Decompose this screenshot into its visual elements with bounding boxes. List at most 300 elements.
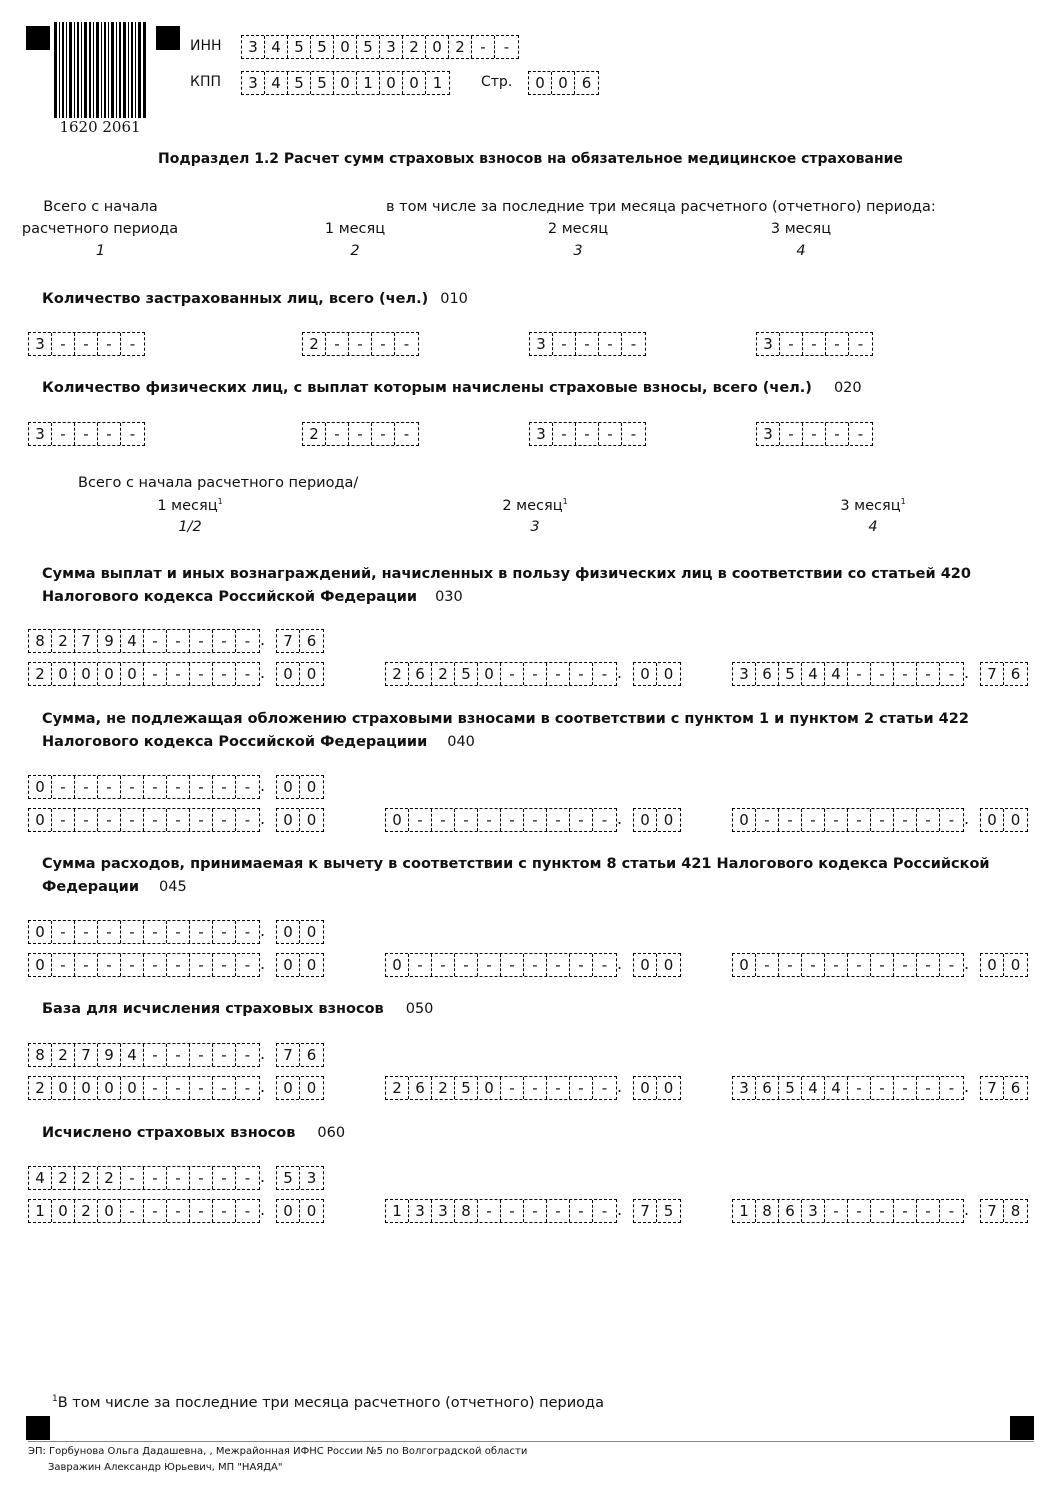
char-cell: 0 bbox=[277, 776, 300, 798]
footnote bbox=[52, 1394, 604, 1411]
char-cell: 0 bbox=[306, 665, 317, 683]
char-cell: 7 bbox=[981, 1200, 1004, 1222]
char-cell: - bbox=[144, 663, 167, 685]
char-cell: 3 bbox=[757, 333, 780, 355]
char-cell: - bbox=[244, 1079, 251, 1097]
char-cell: - bbox=[503, 38, 510, 56]
mid-header-m1-text: 1 месяц bbox=[157, 497, 218, 514]
row-045-title-line2: Федерации bbox=[42, 879, 139, 895]
char-cell: - bbox=[917, 954, 940, 976]
char-cell: 0 bbox=[277, 809, 300, 831]
char-cell: - bbox=[501, 1077, 524, 1099]
char-cell: 0 bbox=[52, 1077, 75, 1099]
char-cell: 7 bbox=[277, 630, 300, 652]
char-cell: 0 bbox=[277, 663, 300, 685]
row-040-total-integer-part bbox=[28, 775, 260, 799]
row-060-total-fraction-part bbox=[276, 1166, 324, 1190]
char-cell: 0 bbox=[478, 663, 501, 685]
char-cell: - bbox=[894, 1077, 917, 1099]
char-cell: - bbox=[372, 423, 395, 445]
char-cell: - bbox=[576, 333, 599, 355]
char-cell: - bbox=[167, 954, 190, 976]
char-cell: 0 bbox=[529, 72, 552, 94]
char-cell: 2 bbox=[386, 1077, 409, 1099]
char-cell: - bbox=[213, 954, 236, 976]
row-010-col4 bbox=[756, 332, 873, 356]
char-cell: - bbox=[144, 776, 167, 798]
row-020-col1 bbox=[28, 422, 145, 446]
row-030-m1-integer-part bbox=[28, 662, 260, 686]
mid-header-m1 bbox=[135, 497, 245, 514]
char-cell: - bbox=[478, 1200, 501, 1222]
row-040-m3-integer-part bbox=[732, 808, 964, 832]
char-cell: - bbox=[403, 425, 410, 443]
char-cell: - bbox=[948, 956, 955, 974]
char-cell: - bbox=[213, 1167, 236, 1189]
barcode-number: 1620 2061 bbox=[59, 118, 141, 136]
char-cell: 3 bbox=[757, 423, 780, 445]
char-cell: - bbox=[524, 1077, 547, 1099]
barcode-image bbox=[54, 22, 146, 118]
char-cell: 0 bbox=[663, 1079, 674, 1097]
row-050-m2-decimal-point: . bbox=[617, 1077, 623, 1096]
char-cell: - bbox=[121, 1167, 144, 1189]
char-cell: 2 bbox=[98, 1167, 121, 1189]
char-cell: - bbox=[894, 954, 917, 976]
char-cell: - bbox=[213, 630, 236, 652]
row-030-title-line2: Налогового кодекса Российской Федерации bbox=[42, 589, 418, 605]
mid-header-m1-number: 1/2 bbox=[178, 519, 202, 535]
char-cell: - bbox=[144, 1077, 167, 1099]
char-cell: 0 bbox=[29, 809, 52, 831]
char-cell: 0 bbox=[634, 663, 657, 685]
char-cell: 7 bbox=[277, 1044, 300, 1066]
char-cell: 1 bbox=[733, 1200, 756, 1222]
char-cell: 2 bbox=[403, 36, 426, 58]
row-050-m3-fraction-part bbox=[980, 1076, 1028, 1100]
row-045-m2-integer-part bbox=[385, 953, 617, 977]
char-cell: - bbox=[213, 776, 236, 798]
inn-field bbox=[241, 35, 519, 59]
char-cell: - bbox=[803, 423, 826, 445]
char-cell: - bbox=[98, 776, 121, 798]
char-cell: 7 bbox=[634, 1200, 657, 1222]
char-cell: - bbox=[190, 1200, 213, 1222]
char-cell: 4 bbox=[265, 36, 288, 58]
char-cell: - bbox=[326, 333, 349, 355]
mid-header-m3-text: 3 месяц bbox=[840, 497, 901, 514]
char-cell: - bbox=[779, 809, 802, 831]
row-040-code: 040 bbox=[447, 734, 475, 750]
row-040-total-fraction-part bbox=[276, 775, 324, 799]
col1-header-line1: Всего с начала bbox=[43, 199, 158, 215]
row-030-m1-decimal-point: . bbox=[260, 663, 266, 682]
row-020-title: Количество физических лиц, с выплат которым начислены страховые взносы, всего (чел.) bbox=[42, 380, 812, 396]
char-cell: 4 bbox=[802, 1077, 825, 1099]
row-030-code: 030 bbox=[435, 589, 463, 605]
row-030-m2-integer-part bbox=[385, 662, 617, 686]
char-cell: 0 bbox=[663, 811, 674, 829]
mid-header-m3-number: 4 bbox=[868, 519, 878, 535]
mid-header-line1: Всего с начала расчетного периода/ bbox=[78, 475, 359, 491]
char-cell: 0 bbox=[29, 954, 52, 976]
char-cell: 0 bbox=[121, 663, 144, 685]
row-030-m3-integer-part bbox=[732, 662, 964, 686]
kpp-label: КПП bbox=[190, 74, 221, 90]
row-060-m2-fraction-part bbox=[633, 1199, 681, 1223]
char-cell: 2 bbox=[303, 423, 326, 445]
char-cell: - bbox=[52, 423, 75, 445]
char-cell: - bbox=[524, 954, 547, 976]
char-cell: - bbox=[326, 423, 349, 445]
corner-marker-top-left bbox=[26, 26, 50, 50]
char-cell: 6 bbox=[581, 74, 592, 92]
row-060-title: Исчислено страховых взносов bbox=[42, 1125, 296, 1141]
char-cell: 3 bbox=[733, 1077, 756, 1099]
char-cell: - bbox=[455, 809, 478, 831]
char-cell: - bbox=[167, 1200, 190, 1222]
char-cell: - bbox=[756, 809, 779, 831]
corner-marker-bottom-left bbox=[26, 1416, 50, 1440]
row-060-m2-decimal-point: . bbox=[617, 1200, 623, 1219]
char-cell: - bbox=[857, 425, 864, 443]
char-cell: - bbox=[871, 1200, 894, 1222]
char-cell: 2 bbox=[432, 663, 455, 685]
char-cell: 0 bbox=[306, 923, 317, 941]
char-cell: - bbox=[432, 809, 455, 831]
row-050-m3-decimal-point: . bbox=[964, 1077, 970, 1096]
char-cell: - bbox=[213, 1077, 236, 1099]
row-045-m3-decimal-point: . bbox=[964, 954, 970, 973]
signature-divider bbox=[28, 1441, 1034, 1442]
char-cell: - bbox=[524, 1200, 547, 1222]
mid-header-m3-sup: 1 bbox=[900, 497, 906, 506]
char-cell: 0 bbox=[52, 663, 75, 685]
row-045-m2-fraction-part bbox=[633, 953, 681, 977]
char-cell: 5 bbox=[779, 1077, 802, 1099]
char-cell: 0 bbox=[277, 921, 300, 943]
char-cell: - bbox=[547, 809, 570, 831]
row-045-total-decimal-point: . bbox=[260, 921, 266, 940]
char-cell: 2 bbox=[303, 333, 326, 355]
row-040-label bbox=[42, 708, 969, 754]
char-cell: - bbox=[570, 809, 593, 831]
char-cell: 4 bbox=[29, 1167, 52, 1189]
char-cell: - bbox=[167, 1167, 190, 1189]
char-cell: 8 bbox=[756, 1200, 779, 1222]
char-cell: 0 bbox=[663, 665, 674, 683]
char-cell: 1 bbox=[357, 72, 380, 94]
row-040-title-line2: Налогового кодекса Российской Федерациии bbox=[42, 734, 428, 750]
row-030-label bbox=[42, 563, 971, 609]
char-cell: - bbox=[948, 1079, 955, 1097]
char-cell: - bbox=[599, 423, 622, 445]
char-cell: 7 bbox=[75, 1044, 98, 1066]
char-cell: 0 bbox=[98, 1200, 121, 1222]
char-cell: - bbox=[190, 1077, 213, 1099]
char-cell: 0 bbox=[634, 809, 657, 831]
char-cell: 0 bbox=[380, 72, 403, 94]
row-010-label bbox=[42, 288, 468, 311]
char-cell: - bbox=[190, 921, 213, 943]
char-cell: - bbox=[167, 921, 190, 943]
char-cell: - bbox=[780, 423, 803, 445]
char-cell: - bbox=[144, 809, 167, 831]
char-cell: 0 bbox=[277, 1200, 300, 1222]
char-cell: - bbox=[871, 954, 894, 976]
char-cell: 2 bbox=[52, 1167, 75, 1189]
row-050-total-integer-part bbox=[28, 1043, 260, 1067]
char-cell: 5 bbox=[311, 72, 334, 94]
char-cell: - bbox=[630, 335, 637, 353]
char-cell: - bbox=[190, 954, 213, 976]
kpp-field bbox=[241, 71, 450, 95]
char-cell: - bbox=[825, 1200, 848, 1222]
char-cell: - bbox=[409, 954, 432, 976]
char-cell: 2 bbox=[432, 1077, 455, 1099]
row-060-m1-fraction-part bbox=[276, 1199, 324, 1223]
char-cell: - bbox=[547, 663, 570, 685]
char-cell: - bbox=[52, 333, 75, 355]
char-cell: 8 bbox=[29, 630, 52, 652]
char-cell: 3 bbox=[29, 333, 52, 355]
row-045-m1-integer-part bbox=[28, 953, 260, 977]
row-030-total-integer-part bbox=[28, 629, 260, 653]
char-cell: - bbox=[455, 954, 478, 976]
char-cell: - bbox=[780, 333, 803, 355]
char-cell: 3 bbox=[242, 72, 265, 94]
char-cell: - bbox=[948, 1202, 955, 1220]
char-cell: - bbox=[144, 954, 167, 976]
row-010-code: 010 bbox=[440, 291, 468, 307]
char-cell: 0 bbox=[403, 72, 426, 94]
char-cell: 0 bbox=[981, 954, 1004, 976]
char-cell: 4 bbox=[121, 630, 144, 652]
row-020-code: 020 bbox=[833, 380, 862, 396]
col1-header-line2: расчетного периода bbox=[21, 221, 179, 237]
char-cell: 2 bbox=[29, 1077, 52, 1099]
char-cell: - bbox=[52, 954, 75, 976]
char-cell: - bbox=[52, 776, 75, 798]
row-045-total-fraction-part bbox=[276, 920, 324, 944]
char-cell: 0 bbox=[1010, 811, 1021, 829]
row-060-code: 060 bbox=[317, 1125, 346, 1141]
char-cell: - bbox=[167, 1077, 190, 1099]
char-cell: - bbox=[547, 1077, 570, 1099]
char-cell: - bbox=[244, 1046, 251, 1064]
char-cell: - bbox=[848, 809, 871, 831]
row-045-m3-integer-part bbox=[732, 953, 964, 977]
char-cell: 0 bbox=[277, 1077, 300, 1099]
char-cell: 0 bbox=[634, 1077, 657, 1099]
char-cell: 5 bbox=[663, 1202, 674, 1220]
char-cell: - bbox=[190, 1044, 213, 1066]
col4-header-number: 4 bbox=[796, 243, 806, 259]
row-060-m3-fraction-part bbox=[980, 1199, 1028, 1223]
row-045-m1-decimal-point: . bbox=[260, 954, 266, 973]
row-040-m1-integer-part bbox=[28, 808, 260, 832]
page-label: Стр. bbox=[481, 74, 513, 90]
char-cell: - bbox=[547, 1200, 570, 1222]
char-cell: - bbox=[244, 1169, 251, 1187]
row-050-title: База для исчисления страховых взносов bbox=[42, 1001, 384, 1017]
char-cell: - bbox=[167, 1044, 190, 1066]
char-cell: - bbox=[501, 954, 524, 976]
char-cell: - bbox=[570, 954, 593, 976]
char-cell: - bbox=[121, 954, 144, 976]
char-cell: - bbox=[190, 1167, 213, 1189]
char-cell: - bbox=[129, 425, 136, 443]
char-cell: 3 bbox=[802, 1200, 825, 1222]
char-cell: - bbox=[75, 776, 98, 798]
row-045-m1-fraction-part bbox=[276, 953, 324, 977]
row-045-m2-decimal-point: . bbox=[617, 954, 623, 973]
char-cell: 0 bbox=[306, 1079, 317, 1097]
row-060-label bbox=[42, 1122, 345, 1145]
char-cell: - bbox=[826, 423, 849, 445]
row-060-m3-integer-part bbox=[732, 1199, 964, 1223]
char-cell: 3 bbox=[432, 1200, 455, 1222]
char-cell: - bbox=[501, 1200, 524, 1222]
char-cell: - bbox=[213, 663, 236, 685]
char-cell: - bbox=[349, 333, 372, 355]
char-cell: 0 bbox=[981, 809, 1004, 831]
char-cell: 7 bbox=[75, 630, 98, 652]
char-cell: - bbox=[848, 954, 871, 976]
footnote-text: В том числе за последние три месяца расчетного (отчетного) периода bbox=[57, 1394, 604, 1411]
char-cell: - bbox=[349, 423, 372, 445]
char-cell: 0 bbox=[306, 956, 317, 974]
row-050-m1-fraction-part bbox=[276, 1076, 324, 1100]
char-cell: 0 bbox=[426, 36, 449, 58]
char-cell: - bbox=[144, 921, 167, 943]
char-cell: - bbox=[472, 36, 495, 58]
col2-header-number: 2 bbox=[350, 243, 360, 259]
char-cell: - bbox=[630, 425, 637, 443]
char-cell: 7 bbox=[981, 1077, 1004, 1099]
corner-marker-top-right bbox=[156, 26, 180, 50]
char-cell: 4 bbox=[825, 663, 848, 685]
row-060-m1-integer-part bbox=[28, 1199, 260, 1223]
char-cell: - bbox=[75, 423, 98, 445]
char-cell: 2 bbox=[449, 36, 472, 58]
char-cell: - bbox=[244, 665, 251, 683]
row-050-m2-integer-part bbox=[385, 1076, 617, 1100]
char-cell: 3 bbox=[306, 1169, 317, 1187]
char-cell: - bbox=[803, 333, 826, 355]
char-cell: 2 bbox=[52, 1044, 75, 1066]
char-cell: - bbox=[601, 1202, 608, 1220]
char-cell: - bbox=[190, 663, 213, 685]
char-cell: 0 bbox=[98, 1077, 121, 1099]
char-cell: 0 bbox=[386, 809, 409, 831]
inn-label: ИНН bbox=[190, 38, 222, 54]
char-cell: 5 bbox=[455, 663, 478, 685]
char-cell: 6 bbox=[306, 1046, 317, 1064]
char-cell: - bbox=[553, 423, 576, 445]
char-cell: 0 bbox=[334, 72, 357, 94]
char-cell: - bbox=[432, 954, 455, 976]
page-number-field bbox=[528, 71, 599, 95]
row-050-label bbox=[42, 998, 433, 1021]
char-cell: - bbox=[917, 1200, 940, 1222]
char-cell: - bbox=[501, 663, 524, 685]
char-cell: 1 bbox=[29, 1200, 52, 1222]
char-cell: - bbox=[167, 663, 190, 685]
char-cell: 5 bbox=[288, 72, 311, 94]
char-cell: - bbox=[190, 776, 213, 798]
char-cell: - bbox=[547, 954, 570, 976]
row-020-col4 bbox=[756, 422, 873, 446]
row-060-m2-integer-part bbox=[385, 1199, 617, 1223]
char-cell: 3 bbox=[242, 36, 265, 58]
char-cell: 5 bbox=[455, 1077, 478, 1099]
char-cell: 8 bbox=[29, 1044, 52, 1066]
col3-header-number: 3 bbox=[573, 243, 583, 259]
char-cell: 0 bbox=[733, 809, 756, 831]
char-cell: - bbox=[570, 663, 593, 685]
corner-marker-bottom-right bbox=[1010, 1416, 1034, 1440]
char-cell: 6 bbox=[1010, 665, 1021, 683]
char-cell: - bbox=[144, 1044, 167, 1066]
char-cell: 2 bbox=[386, 663, 409, 685]
char-cell: 3 bbox=[530, 333, 553, 355]
char-cell: 0 bbox=[306, 1202, 317, 1220]
char-cell: - bbox=[756, 954, 779, 976]
char-cell: 4 bbox=[265, 72, 288, 94]
mid-header-m2-sup: 1 bbox=[562, 497, 568, 506]
char-cell: - bbox=[478, 954, 501, 976]
char-cell: - bbox=[570, 1077, 593, 1099]
row-050-m1-decimal-point: . bbox=[260, 1077, 266, 1096]
col3-header: 2 месяц bbox=[547, 221, 609, 237]
char-cell: 5 bbox=[288, 36, 311, 58]
char-cell: 5 bbox=[277, 1167, 300, 1189]
char-cell: 2 bbox=[29, 663, 52, 685]
char-cell: 0 bbox=[663, 956, 674, 974]
row-030-m1-fraction-part bbox=[276, 662, 324, 686]
char-cell: 0 bbox=[29, 776, 52, 798]
char-cell: - bbox=[403, 335, 410, 353]
char-cell: 3 bbox=[409, 1200, 432, 1222]
row-010-title: Количество застрахованных лиц, всего (чел.) bbox=[42, 291, 429, 307]
char-cell: - bbox=[98, 921, 121, 943]
mid-header-m3 bbox=[818, 497, 928, 514]
months-group-header: в том числе за последние три месяца расчетного (отчетного) периода: bbox=[386, 199, 936, 215]
row-045-title-line1: Сумма расходов, принимаемая к вычету в соответствии с пунктом 8 статьи 421 Налогового кодекса Российской bbox=[42, 856, 990, 872]
row-040-total-decimal-point: . bbox=[260, 776, 266, 795]
char-cell: 5 bbox=[357, 36, 380, 58]
char-cell: 0 bbox=[386, 954, 409, 976]
row-045-total-integer-part bbox=[28, 920, 260, 944]
char-cell: 0 bbox=[733, 954, 756, 976]
row-020-col2 bbox=[302, 422, 419, 446]
char-cell: - bbox=[244, 811, 251, 829]
row-040-m1-fraction-part bbox=[276, 808, 324, 832]
char-cell: - bbox=[601, 956, 608, 974]
char-cell: 4 bbox=[825, 1077, 848, 1099]
char-cell: 6 bbox=[756, 1077, 779, 1099]
char-cell: 0 bbox=[75, 663, 98, 685]
char-cell: 3 bbox=[380, 36, 403, 58]
row-045-label bbox=[42, 853, 990, 899]
char-cell: - bbox=[825, 954, 848, 976]
char-cell: 0 bbox=[75, 1077, 98, 1099]
page-title: Подраздел 1.2 Расчет сумм страховых взносов на обязательное медицинское страхование bbox=[158, 151, 903, 167]
char-cell: 0 bbox=[1010, 956, 1021, 974]
col1-header-number: 1 bbox=[95, 243, 106, 259]
char-cell: - bbox=[121, 1200, 144, 1222]
